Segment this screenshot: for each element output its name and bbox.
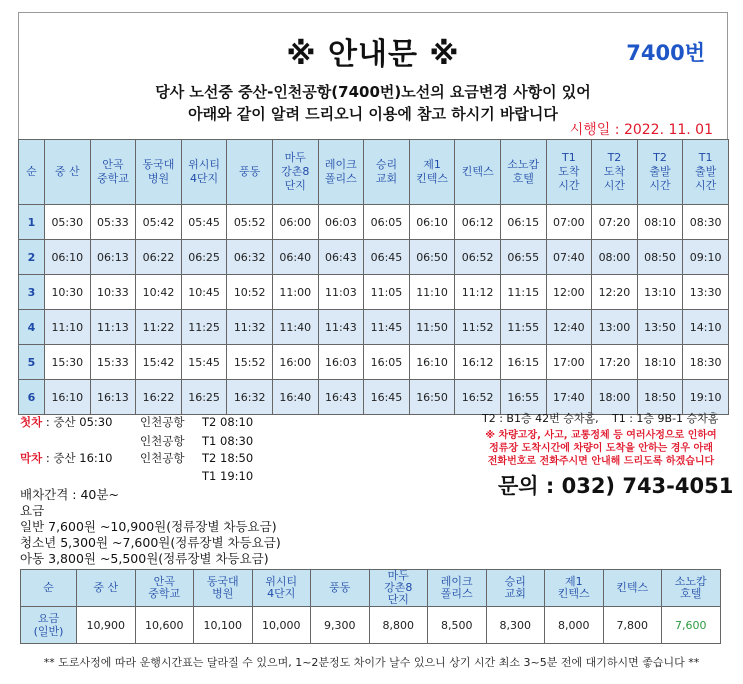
fare-cell: 8,800: [369, 607, 428, 644]
footer-note: ** 도로사정에 따라 운행시간표는 달라질 수 있으며, 1~2분정도 차이가 날수 있으니 상기 시간 최소 3~5분 전에 대기하시면 좋습니다 **: [43, 656, 700, 669]
fare-cell: 7,800: [603, 607, 662, 644]
time-cell: 11:45: [364, 310, 410, 345]
time-cell: 05:42: [136, 205, 182, 240]
first-bus-info: [20, 413, 112, 432]
first-t2-time: T2 08:10: [202, 415, 254, 429]
time-cell: 15:33: [90, 345, 136, 380]
time-cell: 17:00: [546, 345, 592, 380]
time-cell: 18:50: [637, 380, 683, 415]
time-cell: 12:40: [546, 310, 592, 345]
time-cell: 06:15: [500, 205, 546, 240]
timetable-column-header: 승리 교회: [364, 140, 410, 205]
timetable-body: [19, 205, 729, 415]
last-airport-label: 인천공항: [140, 451, 185, 465]
time-cell: 16:50: [409, 380, 455, 415]
time-cell: 16:05: [364, 345, 410, 380]
fare-column-header: 순: [21, 570, 77, 607]
fare-child: 아동 3,800원 ~5,500원(정류장별 차등요금): [20, 551, 269, 566]
notice-line-2: 아래와 같이 알려 드리오니 이용에 참고 하시기 바랍니다: [188, 105, 558, 123]
fare-cell: 10,900: [77, 607, 136, 644]
time-cell: 08:30: [683, 205, 729, 240]
time-cell: 17:20: [592, 345, 638, 380]
time-cell: 16:03: [318, 345, 364, 380]
fare-cell: 10,000: [252, 607, 311, 644]
time-cell: 06:10: [45, 240, 91, 275]
route-number: 7400번: [626, 41, 705, 65]
time-cell: 09:10: [683, 240, 729, 275]
time-cell: 18:00: [592, 380, 638, 415]
time-cell: 16:15: [500, 345, 546, 380]
warning-line-3: 전화번호로 전화주시면 안내해 드리도록 하겠습니다: [487, 456, 715, 467]
effective-date: 시행일 : 2022. 11. 01: [569, 122, 713, 138]
row-number: 6: [19, 380, 45, 415]
timetable-column-header: 동국대 병원: [136, 140, 182, 205]
time-cell: 16:00: [272, 345, 318, 380]
row-number: 5: [19, 345, 45, 380]
time-cell: 06:10: [409, 205, 455, 240]
time-cell: 15:52: [227, 345, 273, 380]
fare-column-header: 안곡 중학교: [135, 570, 194, 607]
boarding-t2: T2 : B1층 42번 승차홈,: [482, 412, 599, 425]
time-cell: 10:45: [181, 275, 227, 310]
fare-cell: 10,100: [194, 607, 253, 644]
notice-header-box: [18, 12, 728, 141]
time-cell: 11:13: [90, 310, 136, 345]
time-cell: 11:40: [272, 310, 318, 345]
time-cell: 11:25: [181, 310, 227, 345]
time-cell: 07:40: [546, 240, 592, 275]
contact-phone: 문의 : 032) 743-4051: [498, 474, 734, 498]
timetable-header-row: [19, 140, 729, 205]
page-title: ※ 안내문 ※: [286, 37, 460, 72]
warning-line-2: 정류장 도착시간에 차량이 도착을 안하는 경우 아래: [489, 443, 713, 454]
time-cell: 06:55: [500, 240, 546, 275]
time-cell: 15:42: [136, 345, 182, 380]
time-cell: 05:52: [227, 205, 273, 240]
time-cell: 11:05: [364, 275, 410, 310]
time-cell: 13:50: [637, 310, 683, 345]
fare-cell: 9,300: [311, 607, 370, 644]
table-row: [19, 275, 729, 310]
delay-warning: [470, 429, 732, 468]
fare-table: [20, 569, 721, 644]
timetable-column-header: 제1 킨텍스: [409, 140, 455, 205]
timetable-column-header: 소노캄 호텔: [500, 140, 546, 205]
fare-column-header: 제1 킨텍스: [545, 570, 604, 607]
fare-table-row: [21, 607, 721, 644]
fare-cell: 8,000: [545, 607, 604, 644]
time-cell: 15:45: [181, 345, 227, 380]
time-cell: 07:00: [546, 205, 592, 240]
time-cell: 15:30: [45, 345, 91, 380]
fare-column-header: 킨텍스: [603, 570, 662, 607]
first-bus-label: 첫차: [20, 415, 43, 429]
notice-line-1: 당사 노선중 중산-인천공항(7400번)노선의 요금변경 사항이 있어: [155, 83, 591, 101]
timetable-column-header: 중 산: [45, 140, 91, 205]
time-cell: 06:13: [90, 240, 136, 275]
timetable-column-header: T2 출발 시간: [637, 140, 683, 205]
time-cell: 06:32: [227, 240, 273, 275]
time-cell: 16:32: [227, 380, 273, 415]
time-cell: 16:45: [364, 380, 410, 415]
time-cell: 11:43: [318, 310, 364, 345]
time-cell: 16:13: [90, 380, 136, 415]
time-cell: 12:00: [546, 275, 592, 310]
timetable-column-header: T2 도착 시간: [592, 140, 638, 205]
time-cell: 11:15: [500, 275, 546, 310]
fare-row-label: 요금 (일반): [21, 607, 77, 644]
fare-table-header-row: [21, 570, 721, 607]
last-t1-time: T1 19:10: [202, 469, 254, 483]
row-number: 3: [19, 275, 45, 310]
time-cell: 10:33: [90, 275, 136, 310]
row-number: 4: [19, 310, 45, 345]
fare-column-header: 위시티 4단지: [252, 570, 311, 607]
time-cell: 16:10: [45, 380, 91, 415]
time-cell: 06:52: [455, 240, 501, 275]
time-cell: 11:10: [45, 310, 91, 345]
time-cell: 16:43: [318, 380, 364, 415]
time-cell: 06:40: [272, 240, 318, 275]
time-cell: 16:55: [500, 380, 546, 415]
timetable-column-header: 안곡 중학교: [90, 140, 136, 205]
time-cell: 11:10: [409, 275, 455, 310]
fare-info: [20, 487, 281, 567]
time-cell: 10:52: [227, 275, 273, 310]
first-bus-text: : 중산 05:30: [42, 415, 113, 429]
time-cell: 17:40: [546, 380, 592, 415]
warning-line-1: ※ 차량고장, 사고, 교통정체 등 여러사정으로 인하여: [485, 430, 717, 441]
time-cell: 13:00: [592, 310, 638, 345]
timetable-column-header: 풍동: [227, 140, 273, 205]
time-cell: 06:45: [364, 240, 410, 275]
time-cell: 06:25: [181, 240, 227, 275]
time-cell: 06:03: [318, 205, 364, 240]
time-cell: 11:00: [272, 275, 318, 310]
fare-adult: 일반 7,600원 ~10,900원(정류장별 차등요금): [20, 519, 277, 534]
time-cell: 11:12: [455, 275, 501, 310]
table-row: [19, 205, 729, 240]
time-cell: 12:20: [592, 275, 638, 310]
fare-column-header: 중 산: [77, 570, 136, 607]
fare-column-header: 소노캄 호텔: [662, 570, 721, 607]
time-cell: 06:22: [136, 240, 182, 275]
timetable-column-header: 레이크 폴리스: [318, 140, 364, 205]
fare-column-header: 승리 교회: [486, 570, 545, 607]
time-cell: 16:40: [272, 380, 318, 415]
timetable-column-header: T1 출발 시간: [683, 140, 729, 205]
time-cell: 16:22: [136, 380, 182, 415]
time-cell: 06:00: [272, 205, 318, 240]
fare-column-header: 풍동: [311, 570, 370, 607]
last-bus-info: [20, 449, 112, 468]
time-cell: 08:00: [592, 240, 638, 275]
table-row: [19, 240, 729, 275]
time-cell: 11:22: [136, 310, 182, 345]
row-number: 2: [19, 240, 45, 275]
time-cell: 11:55: [500, 310, 546, 345]
table-row: [19, 310, 729, 345]
timetable-column-header: 마두 강촌8 단지: [272, 140, 318, 205]
time-cell: 16:10: [409, 345, 455, 380]
time-cell: 05:30: [45, 205, 91, 240]
timetable: [18, 139, 729, 415]
fare-cell: 8,300: [486, 607, 545, 644]
time-cell: 10:30: [45, 275, 91, 310]
time-cell: 07:20: [592, 205, 638, 240]
fare-column-header: 동국대 병원: [194, 570, 253, 607]
time-cell: 06:05: [364, 205, 410, 240]
time-cell: 06:43: [318, 240, 364, 275]
time-cell: 13:30: [683, 275, 729, 310]
time-cell: 16:52: [455, 380, 501, 415]
boarding-t1: T1 : 1층 9B-1 승차홈: [612, 412, 719, 425]
fare-cell: 7,600: [662, 607, 721, 644]
time-cell: 05:33: [90, 205, 136, 240]
timetable-column-header: 위시티 4단지: [181, 140, 227, 205]
time-cell: 16:25: [181, 380, 227, 415]
time-cell: 05:45: [181, 205, 227, 240]
time-cell: 11:52: [455, 310, 501, 345]
first-airport-label-2: 인천공항: [140, 434, 185, 448]
time-cell: 08:50: [637, 240, 683, 275]
time-cell: 18:30: [683, 345, 729, 380]
fare-cell: 8,500: [428, 607, 487, 644]
time-cell: 11:32: [227, 310, 273, 345]
last-bus-text: : 중산 16:10: [42, 451, 113, 465]
time-cell: 16:12: [455, 345, 501, 380]
time-cell: 10:42: [136, 275, 182, 310]
first-airport-label: 인천공항: [140, 415, 185, 429]
time-cell: 06:50: [409, 240, 455, 275]
last-bus-label: 막차: [20, 451, 43, 465]
timetable-column-header: 순: [19, 140, 45, 205]
fare-column-header: 마두 강촌8 단지: [369, 570, 428, 607]
first-t1-time: T1 08:30: [202, 434, 254, 448]
time-cell: 08:10: [637, 205, 683, 240]
time-cell: 13:10: [637, 275, 683, 310]
time-cell: 06:12: [455, 205, 501, 240]
time-cell: 11:03: [318, 275, 364, 310]
timetable-column-header: 킨텍스: [455, 140, 501, 205]
time-cell: 19:10: [683, 380, 729, 415]
fare-cell: 10,600: [135, 607, 194, 644]
fare-column-header: 레이크 폴리스: [428, 570, 487, 607]
time-cell: 14:10: [683, 310, 729, 345]
time-cell: 18:10: [637, 345, 683, 380]
table-row: [19, 345, 729, 380]
fare-youth: 청소년 5,300원 ~7,600원(정류장별 차등요금): [20, 535, 281, 550]
fare-title: 요금: [20, 503, 45, 518]
time-cell: 11:50: [409, 310, 455, 345]
row-number: 1: [19, 205, 45, 240]
last-t2-time: T2 18:50: [202, 451, 254, 465]
timetable-column-header: T1 도착 시간: [546, 140, 592, 205]
dispatch-interval: 배차간격 : 40분~: [20, 487, 119, 502]
